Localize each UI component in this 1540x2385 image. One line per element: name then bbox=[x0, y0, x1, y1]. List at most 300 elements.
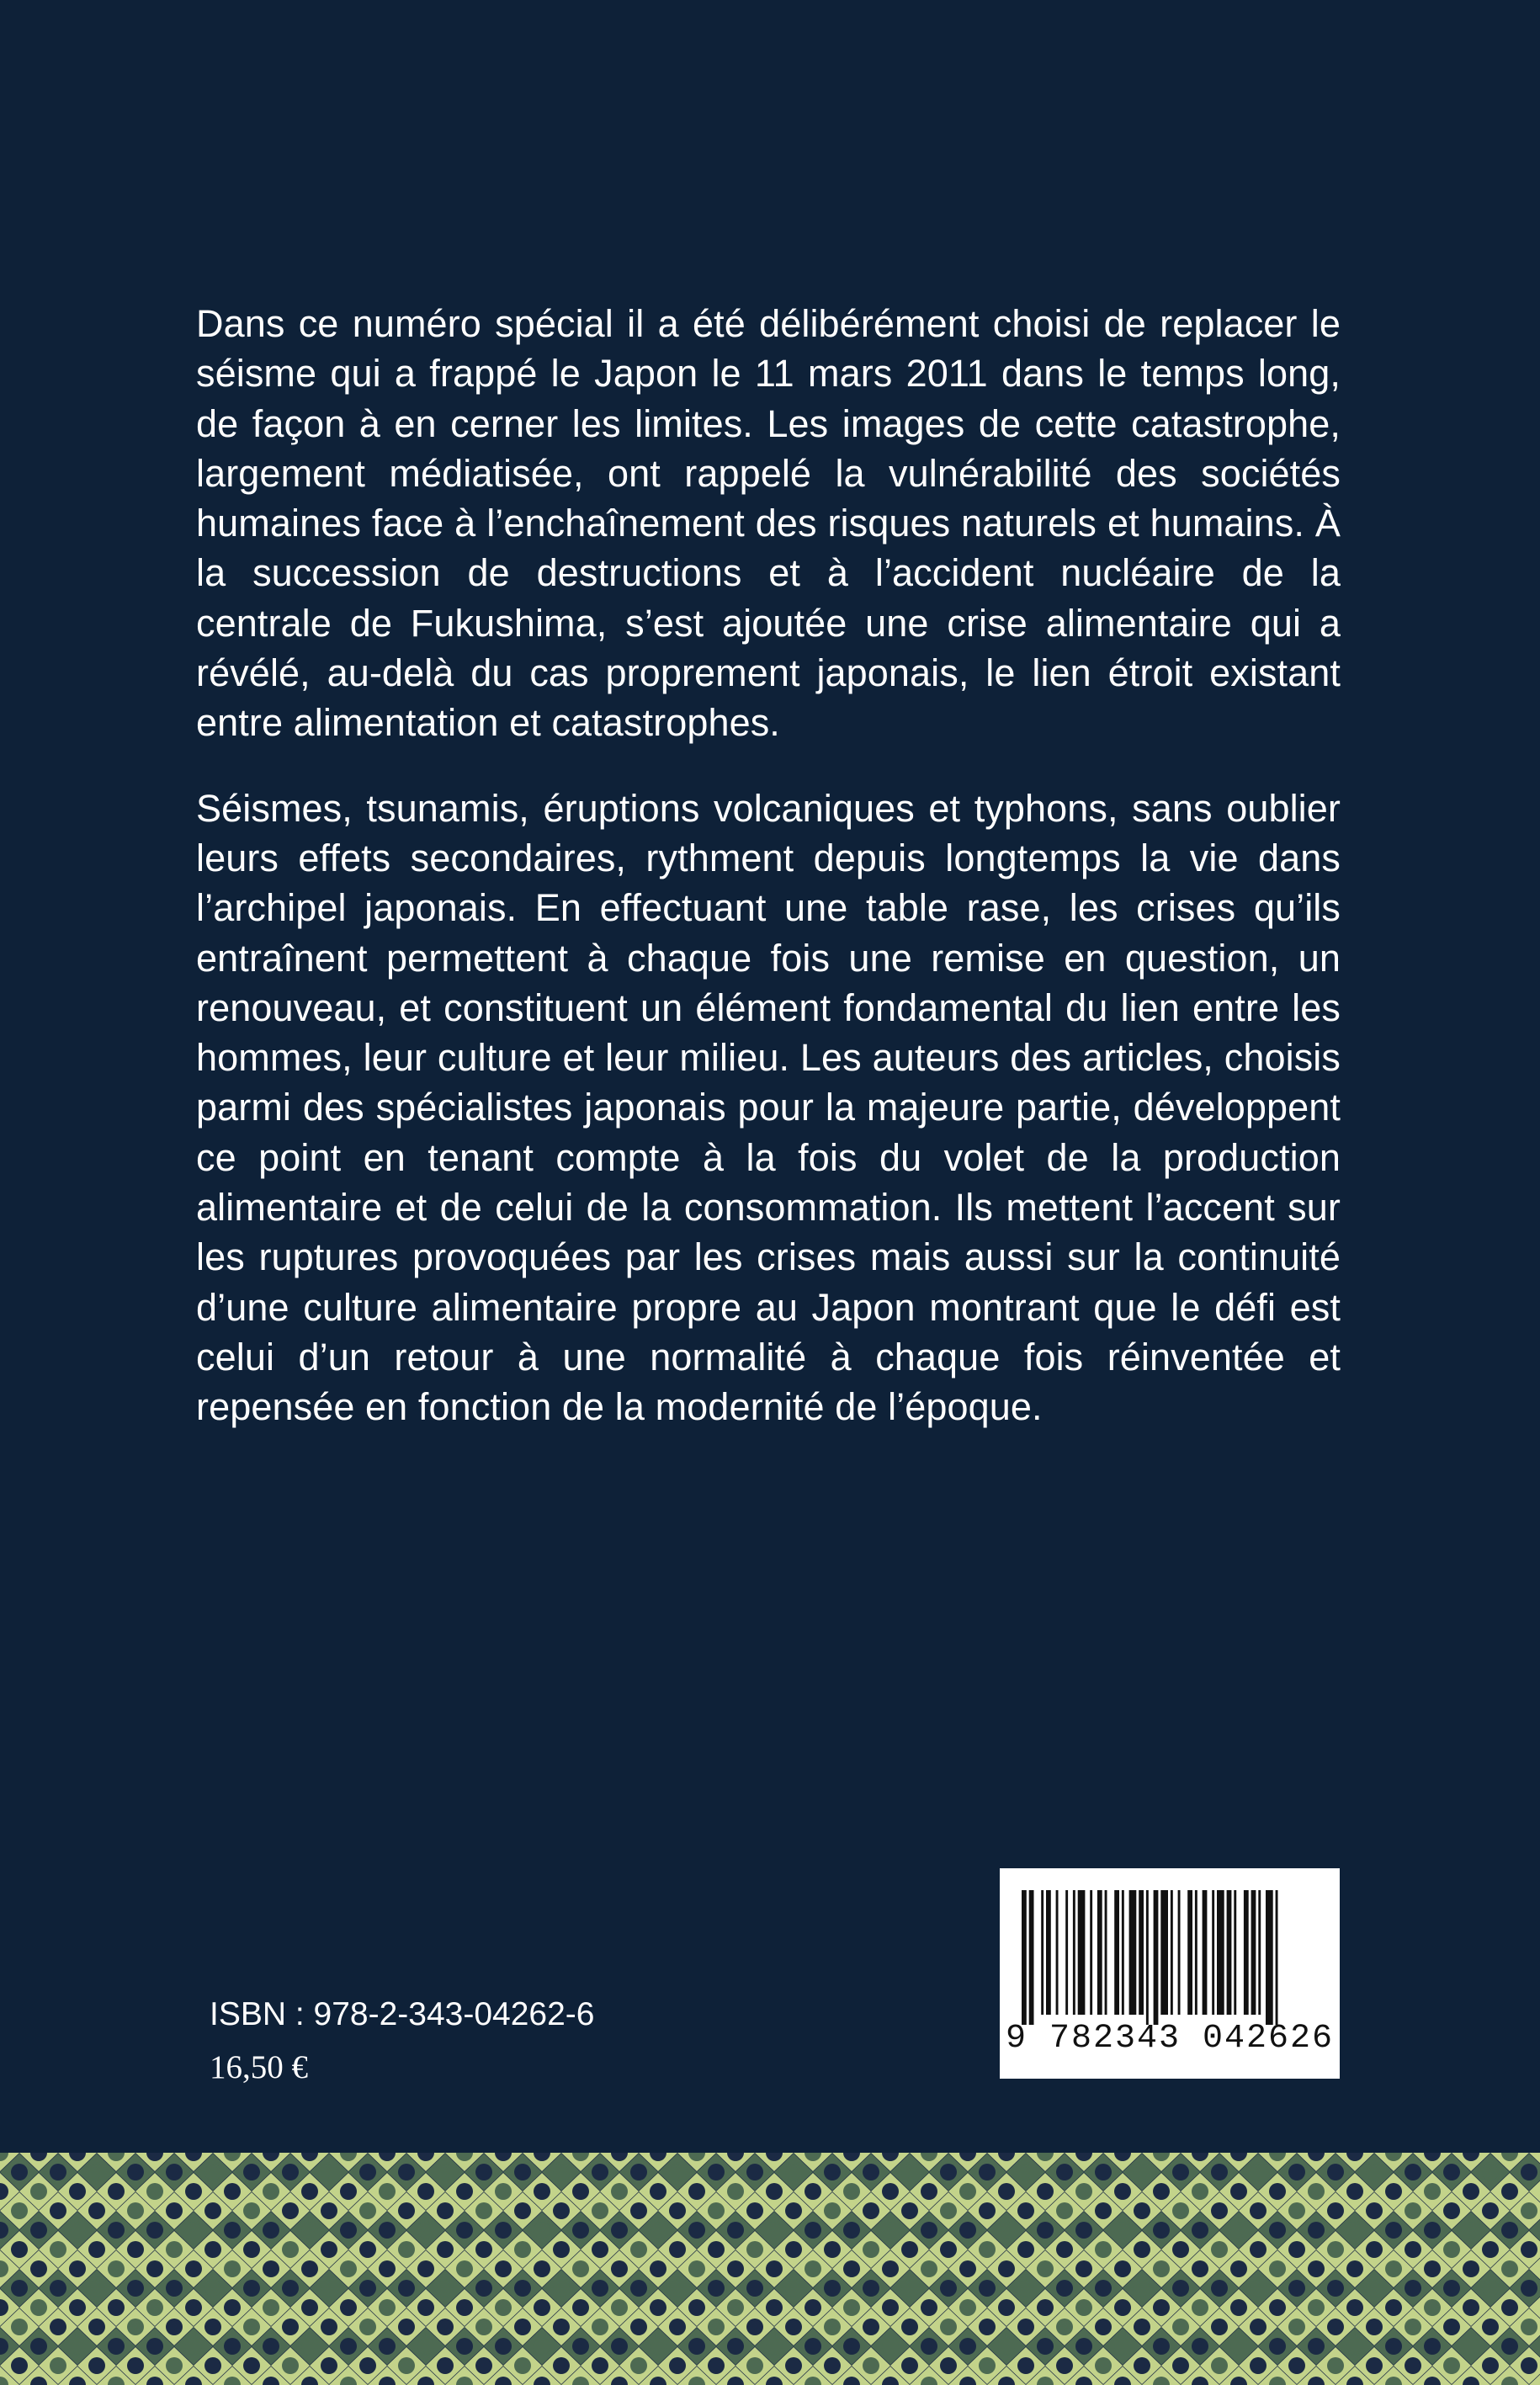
pattern-dot bbox=[475, 2202, 492, 2219]
pattern-dot bbox=[263, 2260, 279, 2277]
pattern-dot bbox=[1463, 2183, 1479, 2200]
pattern-dot bbox=[127, 2319, 144, 2335]
pattern-dot bbox=[901, 2241, 918, 2258]
pattern-dot bbox=[1037, 2260, 1054, 2277]
pattern-dot bbox=[398, 2357, 415, 2374]
pattern-dot bbox=[11, 2319, 28, 2335]
pattern-dot bbox=[572, 2299, 589, 2316]
pattern-dot bbox=[1308, 2299, 1325, 2316]
pattern-dot bbox=[921, 2222, 937, 2239]
pattern-dot bbox=[1211, 2241, 1228, 2258]
pattern-dot bbox=[824, 2164, 841, 2180]
pattern-dot bbox=[1385, 2299, 1402, 2316]
pattern-dot bbox=[185, 2260, 202, 2277]
pattern-dot bbox=[475, 2319, 492, 2335]
pattern-dot bbox=[301, 2299, 318, 2316]
pattern-dot bbox=[1192, 2338, 1208, 2355]
pattern-dot bbox=[1482, 2241, 1499, 2258]
pattern-dot bbox=[708, 2241, 725, 2258]
pattern-dot bbox=[1075, 2338, 1092, 2355]
pattern-dot bbox=[746, 2164, 763, 2180]
pattern-dot bbox=[1114, 2299, 1131, 2316]
pattern-dot bbox=[708, 2280, 725, 2297]
pattern-dot bbox=[669, 2202, 686, 2219]
pattern-dot bbox=[901, 2280, 918, 2297]
pattern-dot bbox=[204, 2164, 221, 2180]
pattern-dot bbox=[746, 2202, 763, 2219]
pattern-dot bbox=[1172, 2280, 1189, 2297]
barcode-bar bbox=[1090, 1890, 1092, 2015]
pattern-dot bbox=[50, 2357, 66, 2374]
pattern-dot bbox=[398, 2164, 415, 2180]
pattern-dot bbox=[1443, 2319, 1460, 2335]
pattern-dot bbox=[514, 2280, 531, 2297]
pattern-dot bbox=[534, 2183, 550, 2200]
pattern-dot bbox=[805, 2338, 821, 2355]
pattern-dot bbox=[1385, 2222, 1402, 2239]
pattern-dot bbox=[437, 2164, 454, 2180]
pattern-dot bbox=[243, 2280, 260, 2297]
pattern-dot bbox=[437, 2280, 454, 2297]
pattern-dot bbox=[998, 2299, 1015, 2316]
pattern-dot bbox=[1463, 2299, 1479, 2316]
pattern-dot bbox=[359, 2319, 376, 2335]
pattern-dot bbox=[1327, 2280, 1344, 2297]
pattern-dot bbox=[11, 2202, 28, 2219]
pattern-dot bbox=[321, 2357, 337, 2374]
pattern-dot bbox=[514, 2357, 531, 2374]
pattern-dot bbox=[1424, 2299, 1441, 2316]
pattern-dot bbox=[1308, 2222, 1325, 2239]
pattern-dot bbox=[1230, 2260, 1247, 2277]
pattern-dot bbox=[417, 2338, 434, 2355]
pattern-dot bbox=[1501, 2183, 1518, 2200]
pattern-dot bbox=[1114, 2338, 1131, 2355]
pattern-dot bbox=[1056, 2280, 1073, 2297]
pattern-dot bbox=[1230, 2338, 1247, 2355]
pattern-dot bbox=[417, 2260, 434, 2277]
pattern-dot bbox=[321, 2164, 337, 2180]
pattern-dot bbox=[1501, 2260, 1518, 2277]
pattern-dot bbox=[1463, 2222, 1479, 2239]
pattern-dot bbox=[785, 2280, 802, 2297]
pattern-dot bbox=[1134, 2202, 1150, 2219]
pattern-dot bbox=[863, 2357, 879, 2374]
pattern-dot bbox=[321, 2280, 337, 2297]
pattern-dot bbox=[805, 2260, 821, 2277]
blurb-paragraph-1: Dans ce numéro spécial il a été délibérément choisi de replacer le séisme qui a frappé le Japon le 11 mars 2011 dans le temps long, de façon à en cerner les limites. Les images de cette catastrophe, largement médiatisée, ont rappelé la vulnérabilité des sociétés humaines face à l’enchaînement des risques naturels et humains. À la succession de destructions et à l’accident nucléaire de la centrale de Fukushima, s’est ajoutée une crise alimentaire qui a révélé, au-delà du cas proprement japonais, le lien étroit existant entre alimentation et catastrophes. bbox=[196, 302, 1341, 745]
pattern-dot bbox=[611, 2222, 628, 2239]
pattern-dot bbox=[1172, 2164, 1189, 2180]
pattern-dot bbox=[688, 2183, 705, 2200]
pattern-dot bbox=[1114, 2260, 1131, 2277]
pattern-dot bbox=[979, 2202, 996, 2219]
pattern-dot bbox=[321, 2319, 337, 2335]
pattern-dot bbox=[1385, 2338, 1402, 2355]
pattern-dot bbox=[282, 2241, 299, 2258]
pattern-dot bbox=[301, 2338, 318, 2355]
pattern-dot bbox=[901, 2164, 918, 2180]
pattern-dot bbox=[1095, 2357, 1112, 2374]
pattern-dot bbox=[630, 2164, 647, 2180]
pattern-dot bbox=[611, 2338, 628, 2355]
pattern-dot bbox=[766, 2183, 783, 2200]
pattern-dot bbox=[727, 2222, 744, 2239]
pattern-dot bbox=[1288, 2280, 1305, 2297]
pattern-dot bbox=[766, 2260, 783, 2277]
pattern-dot bbox=[921, 2260, 937, 2277]
pattern-dot bbox=[863, 2164, 879, 2180]
pattern-dot bbox=[940, 2357, 957, 2374]
pattern-dot bbox=[282, 2202, 299, 2219]
pattern-dot bbox=[359, 2280, 376, 2297]
pattern-dot bbox=[785, 2241, 802, 2258]
pattern-dot bbox=[1327, 2319, 1344, 2335]
pattern-dot bbox=[108, 2338, 125, 2355]
pattern-dot bbox=[379, 2222, 396, 2239]
pattern-dot bbox=[379, 2299, 396, 2316]
pattern-dot bbox=[1521, 2241, 1537, 2258]
pattern-dot bbox=[534, 2338, 550, 2355]
pattern-dot bbox=[1134, 2164, 1150, 2180]
pattern-dot bbox=[1501, 2299, 1518, 2316]
pattern-dot bbox=[688, 2260, 705, 2277]
pattern-dot bbox=[475, 2357, 492, 2374]
pattern-dot bbox=[1037, 2299, 1054, 2316]
pattern-dot bbox=[1017, 2319, 1034, 2335]
pattern-dot bbox=[1134, 2357, 1150, 2374]
pattern-dot bbox=[959, 2338, 976, 2355]
pattern-dot bbox=[785, 2202, 802, 2219]
pattern-dot bbox=[727, 2183, 744, 2200]
pattern-dot bbox=[146, 2338, 163, 2355]
pattern-dot bbox=[746, 2319, 763, 2335]
pattern-dot bbox=[843, 2260, 860, 2277]
pattern-dot bbox=[1211, 2164, 1228, 2180]
pattern-dot bbox=[708, 2357, 725, 2374]
pattern-dot bbox=[69, 2222, 86, 2239]
pattern-dot bbox=[185, 2338, 202, 2355]
pattern-dot bbox=[1269, 2260, 1286, 2277]
pattern-dot bbox=[1521, 2319, 1537, 2335]
pattern-dot bbox=[417, 2299, 434, 2316]
pattern-dot bbox=[1037, 2338, 1054, 2355]
pattern-dot bbox=[824, 2319, 841, 2335]
pattern-dot bbox=[1075, 2299, 1092, 2316]
pattern-dot bbox=[1192, 2222, 1208, 2239]
pattern-dot bbox=[263, 2299, 279, 2316]
pattern-dot bbox=[185, 2183, 202, 2200]
pattern-dot bbox=[553, 2202, 570, 2219]
pattern-dot bbox=[669, 2280, 686, 2297]
pattern-dot bbox=[805, 2183, 821, 2200]
pattern-dot bbox=[650, 2299, 666, 2316]
pattern-dot bbox=[785, 2164, 802, 2180]
pattern-dot bbox=[475, 2164, 492, 2180]
pattern-dot bbox=[69, 2183, 86, 2200]
pattern-dot bbox=[1482, 2280, 1499, 2297]
pattern-dot bbox=[1346, 2338, 1363, 2355]
pattern-dot bbox=[863, 2319, 879, 2335]
pattern-dot bbox=[1095, 2241, 1112, 2258]
pattern-dot bbox=[940, 2280, 957, 2297]
barcode-bar bbox=[1022, 1890, 1027, 2025]
pattern-dot bbox=[1501, 2338, 1518, 2355]
pattern-dot bbox=[843, 2183, 860, 2200]
pattern-dot bbox=[398, 2202, 415, 2219]
barcode-bar bbox=[1122, 1890, 1124, 2015]
pattern-dot bbox=[1230, 2183, 1247, 2200]
pattern-dot bbox=[1017, 2202, 1034, 2219]
pattern-dot bbox=[882, 2338, 899, 2355]
barcode-bar bbox=[1276, 1890, 1278, 2025]
pattern-dot bbox=[940, 2241, 957, 2258]
barcode-bar bbox=[1073, 1890, 1075, 2015]
pattern-dot bbox=[514, 2319, 531, 2335]
pattern-dot bbox=[127, 2280, 144, 2297]
pattern-dot bbox=[127, 2241, 144, 2258]
pattern-dot bbox=[185, 2222, 202, 2239]
pattern-dot bbox=[979, 2319, 996, 2335]
pattern-dot bbox=[301, 2260, 318, 2277]
pattern-dot bbox=[1346, 2299, 1363, 2316]
pattern-dot bbox=[1424, 2338, 1441, 2355]
pattern-dot bbox=[127, 2164, 144, 2180]
pattern-dot bbox=[417, 2222, 434, 2239]
pattern-dot bbox=[379, 2338, 396, 2355]
price-label: 16,50 € bbox=[210, 2049, 308, 2085]
pattern-dot bbox=[1482, 2319, 1499, 2335]
pattern-dot bbox=[1114, 2222, 1131, 2239]
pattern-dot bbox=[611, 2299, 628, 2316]
pattern-dot bbox=[1327, 2241, 1344, 2258]
pattern-dot bbox=[1269, 2222, 1286, 2239]
pattern-dot bbox=[553, 2164, 570, 2180]
pattern-dot bbox=[1288, 2241, 1305, 2258]
pattern-dot bbox=[1366, 2280, 1383, 2297]
pattern-dot bbox=[863, 2280, 879, 2297]
pattern-dot bbox=[340, 2183, 357, 2200]
pattern-dot bbox=[746, 2280, 763, 2297]
pattern-dot bbox=[1443, 2357, 1460, 2374]
pattern-dot bbox=[1385, 2260, 1402, 2277]
pattern-dot bbox=[1288, 2319, 1305, 2335]
barcode-bar bbox=[1154, 1890, 1159, 2025]
pattern-dot bbox=[805, 2299, 821, 2316]
pattern-dot bbox=[1192, 2183, 1208, 2200]
pattern-dot bbox=[1250, 2164, 1267, 2180]
pattern-dot bbox=[398, 2241, 415, 2258]
pattern-dot bbox=[1405, 2319, 1421, 2335]
pattern-dot bbox=[824, 2280, 841, 2297]
barcode-bar bbox=[1114, 1890, 1119, 2015]
pattern-dot bbox=[766, 2222, 783, 2239]
pattern-dot bbox=[921, 2183, 937, 2200]
pattern-dot bbox=[146, 2299, 163, 2316]
pattern-dot bbox=[301, 2222, 318, 2239]
pattern-dot bbox=[1443, 2280, 1460, 2297]
pattern-dot bbox=[863, 2241, 879, 2258]
pattern-dot bbox=[359, 2202, 376, 2219]
pattern-dot bbox=[243, 2241, 260, 2258]
pattern-dot bbox=[108, 2222, 125, 2239]
pattern-dot bbox=[1153, 2222, 1170, 2239]
pattern-dot bbox=[572, 2260, 589, 2277]
pattern-dot bbox=[727, 2338, 744, 2355]
pattern-dot bbox=[495, 2338, 512, 2355]
pattern-dot bbox=[630, 2202, 647, 2219]
pattern-dot bbox=[379, 2183, 396, 2200]
pattern-dot bbox=[843, 2338, 860, 2355]
pattern-dot bbox=[534, 2222, 550, 2239]
barcode-bar bbox=[1258, 1890, 1261, 2015]
pattern-dot bbox=[1017, 2164, 1034, 2180]
pattern-dot bbox=[1288, 2202, 1305, 2219]
pattern-dot bbox=[379, 2260, 396, 2277]
pattern-dot bbox=[50, 2280, 66, 2297]
pattern-dot bbox=[359, 2241, 376, 2258]
pattern-dot bbox=[1443, 2164, 1460, 2180]
pattern-dot bbox=[495, 2260, 512, 2277]
pattern-dot bbox=[417, 2183, 434, 2200]
pattern-dot bbox=[1366, 2357, 1383, 2374]
pattern-dot bbox=[340, 2299, 357, 2316]
pattern-dot bbox=[88, 2319, 105, 2335]
pattern-dot bbox=[1250, 2280, 1267, 2297]
pattern-dot bbox=[30, 2260, 47, 2277]
pattern-dot bbox=[534, 2260, 550, 2277]
pattern-dot bbox=[30, 2183, 47, 2200]
pattern-dot bbox=[166, 2164, 183, 2180]
pattern-dot bbox=[359, 2357, 376, 2374]
pattern-dot bbox=[1405, 2280, 1421, 2297]
pattern-dot bbox=[88, 2241, 105, 2258]
pattern-dot bbox=[553, 2241, 570, 2258]
pattern-dot bbox=[650, 2183, 666, 2200]
pattern-dot bbox=[243, 2164, 260, 2180]
pattern-dot bbox=[630, 2319, 647, 2335]
pattern-dot bbox=[398, 2319, 415, 2335]
pattern-dot bbox=[650, 2338, 666, 2355]
pattern-dot bbox=[940, 2164, 957, 2180]
pattern-dot bbox=[30, 2299, 47, 2316]
decorative-pattern-band bbox=[0, 2153, 1540, 2385]
pattern-dot bbox=[321, 2241, 337, 2258]
pattern-dot bbox=[1288, 2357, 1305, 2374]
pattern-dot bbox=[1017, 2241, 1034, 2258]
pattern-dot bbox=[572, 2183, 589, 2200]
pattern-dot bbox=[127, 2357, 144, 2374]
pattern-dot bbox=[669, 2357, 686, 2374]
pattern-dot bbox=[1250, 2357, 1267, 2374]
pattern-dot bbox=[1172, 2241, 1189, 2258]
pattern-dot bbox=[1463, 2260, 1479, 2277]
pattern-dot bbox=[1250, 2202, 1267, 2219]
barcode-bar bbox=[1212, 1890, 1214, 2015]
pattern-dot bbox=[456, 2260, 473, 2277]
pattern-dot bbox=[785, 2357, 802, 2374]
pattern-dot bbox=[1095, 2280, 1112, 2297]
pattern-dot bbox=[979, 2164, 996, 2180]
pattern-dot bbox=[146, 2260, 163, 2277]
pattern-dot bbox=[243, 2357, 260, 2374]
pattern-dot bbox=[1153, 2260, 1170, 2277]
pattern-dot bbox=[592, 2319, 608, 2335]
barcode-bar bbox=[1097, 1890, 1102, 2015]
barcode-bar bbox=[1217, 1890, 1224, 2015]
pattern-dot bbox=[979, 2357, 996, 2374]
pattern-dot bbox=[108, 2299, 125, 2316]
pattern-dot bbox=[746, 2241, 763, 2258]
pattern-dot bbox=[282, 2280, 299, 2297]
pattern-dot bbox=[224, 2260, 241, 2277]
pattern-dot bbox=[1211, 2357, 1228, 2374]
pattern-dot bbox=[959, 2222, 976, 2239]
pattern-dot bbox=[166, 2357, 183, 2374]
barcode-bar bbox=[1129, 1890, 1137, 2015]
barcode bbox=[1000, 1868, 1340, 2079]
pattern-dot bbox=[69, 2338, 86, 2355]
pattern-dot bbox=[514, 2164, 531, 2180]
pattern-dot bbox=[1134, 2241, 1150, 2258]
pattern-dot bbox=[1230, 2299, 1247, 2316]
pattern-dot bbox=[263, 2183, 279, 2200]
pattern-dot bbox=[1366, 2241, 1383, 2258]
pattern-dot bbox=[1405, 2357, 1421, 2374]
barcode-bar bbox=[1203, 1890, 1208, 2015]
barcode-bar bbox=[1029, 1890, 1034, 2025]
pattern-dot bbox=[1230, 2222, 1247, 2239]
pattern-dot bbox=[572, 2338, 589, 2355]
barcode-bar bbox=[1187, 1890, 1192, 2015]
pattern-dot bbox=[263, 2338, 279, 2355]
pattern-dot bbox=[340, 2260, 357, 2277]
barcode-bar bbox=[1056, 1890, 1059, 2015]
pattern-dot bbox=[824, 2241, 841, 2258]
pattern-dot bbox=[882, 2299, 899, 2316]
pattern-dot bbox=[437, 2202, 454, 2219]
pattern-dot bbox=[843, 2299, 860, 2316]
pattern-dot bbox=[282, 2319, 299, 2335]
pattern-dot bbox=[766, 2338, 783, 2355]
pattern-dot bbox=[1192, 2260, 1208, 2277]
pattern-dot bbox=[127, 2202, 144, 2219]
blurb-paragraph-2: Séismes, tsunamis, éruptions volcaniques et typhons, sans oublier leurs effets secondaires, rythment depuis longtemps la vie dans l’archipel japonais. En effectuant une table rase, les crises qu’ils entraînent permettent à chaque fois une remise en question, un renouveau, et constituent un élément fondamental du lien entre les hommes, leur culture et leur milieu. Les auteurs des articles, choisis parmi des spécialistes japonais pour la majeure partie, développent ce point en tenant compte à la fois du volet de la production alimentaire et de celui de la consommation. Ils mettent l’accent sur les ruptures provoquées par les crises mais aussi sur la continuité d’une culture alimentaire propre au Japon montrant que le défi est celui d’un retour à une normalité à chaque fois réinventée et repensée en fonction de la modernité de l’époque. bbox=[196, 786, 1341, 1429]
pattern-dot bbox=[224, 2183, 241, 2200]
pattern-dot bbox=[456, 2338, 473, 2355]
pattern-dot bbox=[224, 2222, 241, 2239]
pattern-dot bbox=[1134, 2319, 1150, 2335]
pattern-dot bbox=[50, 2241, 66, 2258]
pattern-dot bbox=[1056, 2319, 1073, 2335]
pattern-dot bbox=[437, 2357, 454, 2374]
pattern-dot bbox=[630, 2241, 647, 2258]
pattern-dot bbox=[88, 2357, 105, 2374]
pattern-dot bbox=[1405, 2202, 1421, 2219]
pattern-dot bbox=[553, 2357, 570, 2374]
pattern-dot bbox=[572, 2222, 589, 2239]
pattern-dot bbox=[998, 2338, 1015, 2355]
barcode-bar bbox=[1065, 1890, 1068, 2015]
pattern-dot bbox=[11, 2241, 28, 2258]
pattern-dot bbox=[263, 2222, 279, 2239]
pattern-dot bbox=[727, 2299, 744, 2316]
pattern-dot bbox=[882, 2260, 899, 2277]
pattern-dot bbox=[882, 2183, 899, 2200]
pattern-dot bbox=[204, 2202, 221, 2219]
pattern-dot bbox=[1095, 2164, 1112, 2180]
barcode-bar bbox=[1266, 1890, 1273, 2025]
